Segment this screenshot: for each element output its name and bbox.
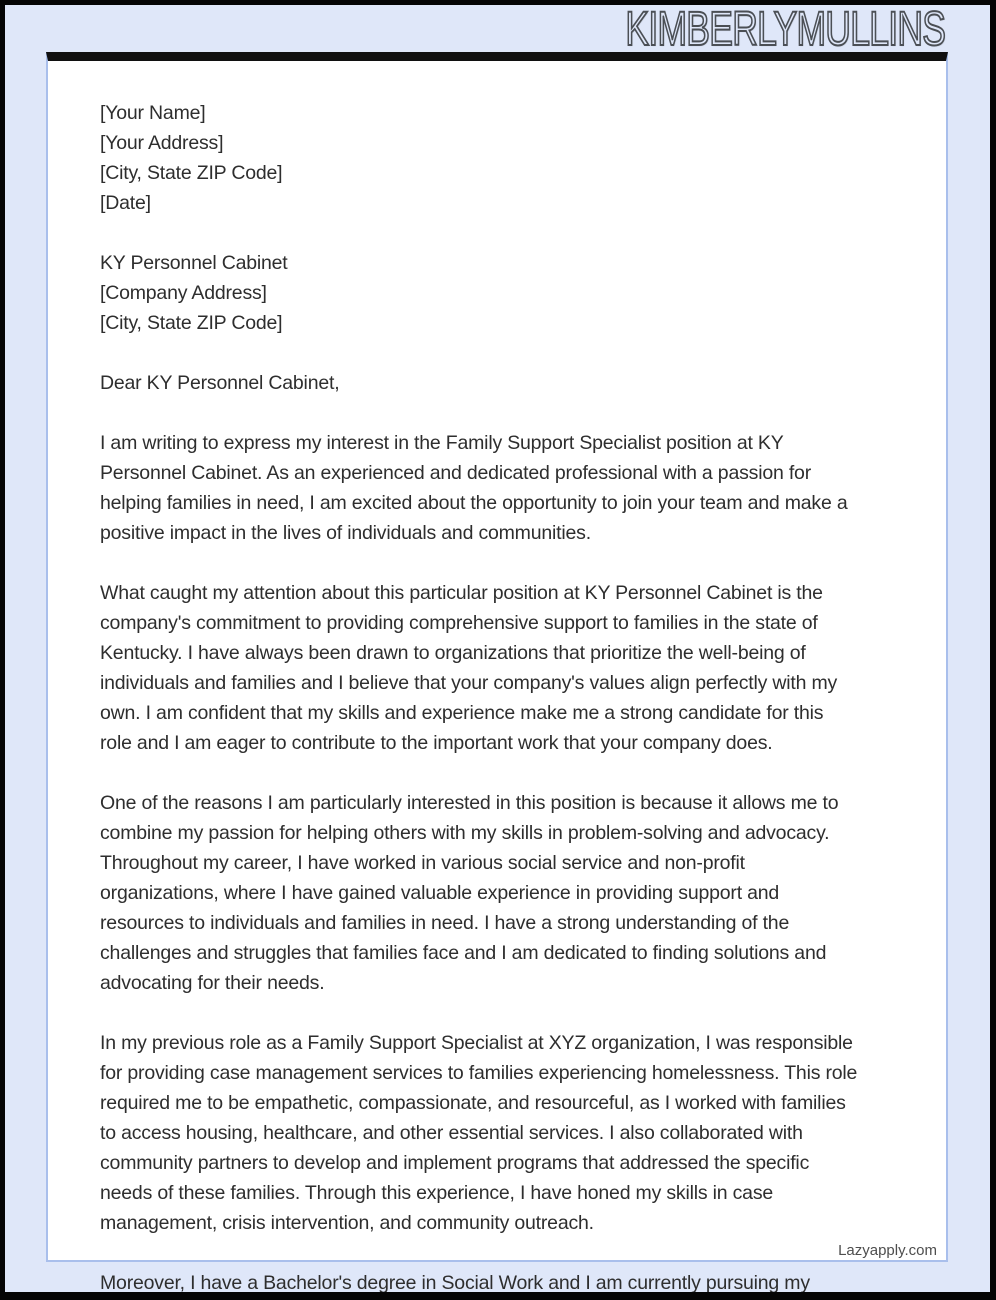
text-line: I am writing to express my interest in the Family Support Specialist position at KY bbox=[100, 432, 784, 454]
text-line: In my previous role as a Family Support Specialist at XYZ organization, I was responsible bbox=[100, 1032, 853, 1054]
text-line: One of the reasons I am particularly interested in this position is because it allows me to bbox=[100, 792, 839, 814]
letter-content bbox=[100, 98, 900, 1298]
text-line: KY Personnel Cabinet bbox=[100, 252, 288, 274]
sender-address-block bbox=[100, 98, 900, 218]
text-line: challenges and struggles that families face and I am dedicated to finding solutions and bbox=[100, 942, 827, 964]
text-line: [Your Address] bbox=[100, 132, 224, 154]
text-line: [Date] bbox=[100, 192, 151, 214]
paragraph-5 bbox=[100, 1268, 900, 1298]
text-line: Personnel Cabinet. As an experienced and dedicated professional with a passion for bbox=[100, 462, 811, 484]
paragraph-1 bbox=[100, 428, 900, 548]
text-line: needs of these families. Through this experience, I have honed my skills in case bbox=[100, 1182, 774, 1204]
text-line: required me to be empathetic, compassionate, and resourceful, as I worked with families bbox=[100, 1092, 846, 1114]
text-line: [City, State ZIP Code] bbox=[100, 312, 283, 334]
text-line: combine my passion for helping others with my skills in problem-solving and advocacy. bbox=[100, 822, 830, 844]
salutation: Dear KY Personnel Cabinet, bbox=[100, 372, 340, 394]
text-line: helping families in need, I am excited about the opportunity to join your team and make a bbox=[100, 492, 848, 514]
text-line: community partners to develop and implement programs that addressed the specific bbox=[100, 1152, 810, 1174]
text-line: Kentucky. I have always been drawn to organizations that prioritize the well-being of bbox=[100, 642, 806, 664]
text-line: own. I am confident that my skills and experience make me a strong candidate for this bbox=[100, 702, 824, 724]
paragraph-4 bbox=[100, 1028, 900, 1238]
text-line: company's commitment to providing comprehensive support to families in the state of bbox=[100, 612, 818, 634]
text-line: Throughout my career, I have worked in various social service and non-profit bbox=[100, 852, 745, 874]
text-line: individuals and families and I believe that your company's values align perfectly with my bbox=[100, 672, 838, 694]
text-line: for providing case management services to families experiencing homelessness. This role bbox=[100, 1062, 858, 1084]
text-line: advocating for their needs. bbox=[100, 972, 325, 994]
paragraph-3 bbox=[100, 788, 900, 998]
text-line: management, crisis intervention, and community outreach. bbox=[100, 1212, 594, 1234]
brand-name: KIMBERLYMULLINS bbox=[625, 3, 945, 56]
text-line: Moreover, I have a Bachelor's degree in Social Work and I am currently pursuing my bbox=[100, 1272, 810, 1294]
text-line: positive impact in the lives of individuals and communities. bbox=[100, 522, 591, 544]
text-line: organizations, where I have gained valuable experience in providing support and bbox=[100, 882, 780, 904]
text-line: role and I am eager to contribute to the important work that your company does. bbox=[100, 732, 773, 754]
text-line: [City, State ZIP Code] bbox=[100, 162, 283, 184]
recipient-address-block bbox=[100, 248, 900, 338]
text-line: [Company Address] bbox=[100, 282, 267, 304]
watermark: Lazyapply.com bbox=[838, 1242, 937, 1259]
paragraph-2 bbox=[100, 578, 900, 758]
text-line: [Your Name] bbox=[100, 102, 206, 124]
text-line: resources to individuals and families in need. I have a strong understanding of the bbox=[100, 912, 790, 934]
text-line: to access housing, healthcare, and other essential services. I also collaborated with bbox=[100, 1122, 803, 1144]
text-line: What caught my attention about this particular position at KY Personnel Cabinet is the bbox=[100, 582, 823, 604]
